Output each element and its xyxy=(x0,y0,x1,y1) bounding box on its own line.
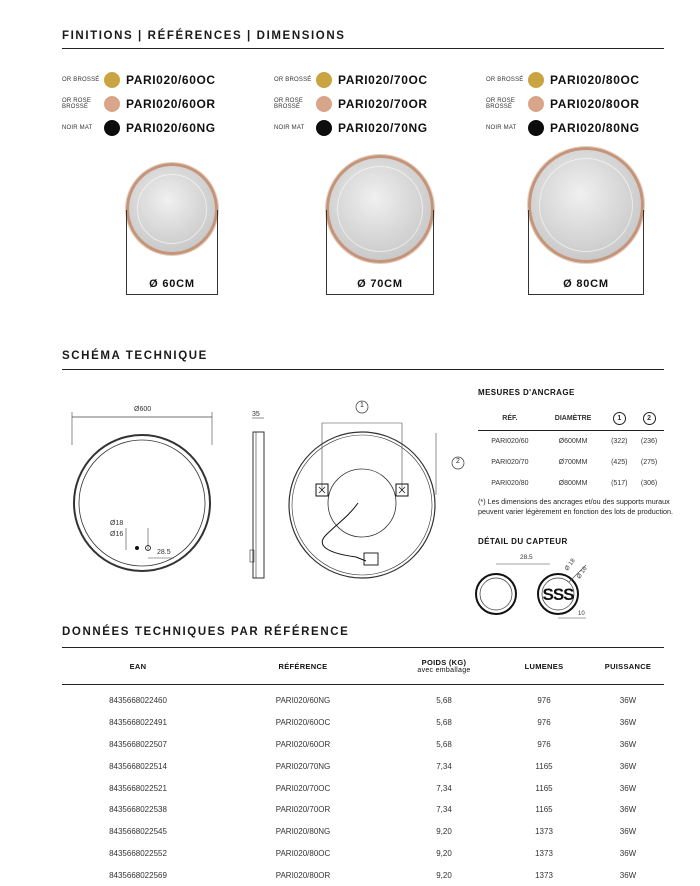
capteur-d16-label: Ø 16 xyxy=(576,565,589,581)
table-cell: 8435668022552 xyxy=(109,848,167,858)
table-cell: (322) xyxy=(611,438,628,445)
svg-text:SSS: SSS xyxy=(542,585,574,604)
table-cell: (306) xyxy=(640,480,658,487)
rose-gold-swatch xyxy=(528,96,544,112)
finish-reference: PARI020/70NG xyxy=(338,121,428,135)
column-header-2: 2 xyxy=(634,406,664,431)
anchorage-table xyxy=(478,406,664,494)
table-cell: 36W xyxy=(619,718,637,728)
anchorage-note: (*) Les dimensions des ancrages et/ou des supports muraux peuvent varier légèrement en fonction des lots de production. xyxy=(478,497,673,516)
table-cell: PARI020/60OC xyxy=(275,718,331,728)
column-header-poids: POIDS (KG) avec emballage xyxy=(392,648,496,685)
d16-label: Ø16 xyxy=(110,531,124,538)
finish-label: OR BROSSÉ xyxy=(274,76,312,83)
table-cell: 7,34 xyxy=(436,805,452,815)
table-cell: (236) xyxy=(640,438,658,445)
table-cell: 1165 xyxy=(535,805,553,815)
table-row xyxy=(62,777,664,799)
table-cell: Ø800MM xyxy=(558,480,588,487)
rose-gold-swatch xyxy=(104,96,120,112)
table-cell: 7,34 xyxy=(436,761,452,771)
rose-gold-swatch xyxy=(316,96,332,112)
table-cell: PARI020/70OR xyxy=(275,805,331,815)
d18-label: Ø18 xyxy=(110,520,124,527)
table-cell: Ø700MM xyxy=(558,459,588,466)
table-cell: PARI020/70OC xyxy=(275,783,331,793)
table-cell: 9,20 xyxy=(436,827,452,837)
section-rule xyxy=(62,48,664,49)
table-cell: 976 xyxy=(537,739,551,749)
finish-label: OR BROSSÉ xyxy=(62,76,100,83)
table-cell: 1373 xyxy=(535,827,553,837)
table-cell: 36W xyxy=(619,739,637,749)
finish-reference: PARI020/70OC xyxy=(338,73,428,87)
table-row xyxy=(478,473,664,494)
column-header-reference: RÉFÉRENCE xyxy=(214,648,392,685)
table-row xyxy=(62,843,664,865)
table-cell: 36W xyxy=(619,848,637,858)
table-row xyxy=(478,452,664,473)
finish-reference: PARI020/80NG xyxy=(550,121,640,135)
d285-label: 28.5 xyxy=(157,549,171,556)
finish-row xyxy=(486,116,686,140)
finish-reference: PARI020/80OR xyxy=(550,97,640,111)
table-header-row xyxy=(478,406,664,431)
capteur-d18-label: Ø 18 xyxy=(564,557,577,573)
table-cell: 1165 xyxy=(535,761,553,771)
table-cell: 36W xyxy=(619,827,637,837)
table-cell: 36W xyxy=(619,783,637,793)
finish-label: OR ROSE BROSSÉ xyxy=(274,97,304,110)
table-row xyxy=(62,799,664,821)
capteur-d10-label: 10 xyxy=(578,611,585,617)
finish-row xyxy=(62,116,262,140)
finish-row xyxy=(486,92,686,116)
table-row xyxy=(62,734,664,756)
section-rule xyxy=(62,369,664,370)
finish-reference: PARI020/60OR xyxy=(126,97,216,111)
finish-row xyxy=(486,68,686,92)
table-cell: 5,68 xyxy=(436,718,452,728)
front-diameter-label: Ø600 xyxy=(134,406,152,413)
finish-label: NOIR MAT xyxy=(486,124,517,131)
table-cell: 8435668022521 xyxy=(109,783,167,793)
table-cell: 8435668022538 xyxy=(109,805,167,815)
table-cell: PARI020/60NG xyxy=(275,696,331,706)
marker-1-label: 1 xyxy=(360,402,364,409)
table-row xyxy=(62,755,664,777)
table-cell: 8435668022460 xyxy=(109,696,167,706)
table-cell: 8435668022545 xyxy=(109,827,167,837)
table-cell: 5,68 xyxy=(436,739,452,749)
black-swatch xyxy=(104,120,120,136)
diameter-label: Ø 60CM xyxy=(149,278,195,290)
table-cell: 1373 xyxy=(535,848,553,858)
section-title-donnees: DONNÉES TECHNIQUES PAR RÉFÉRENCE xyxy=(62,626,350,638)
finish-row xyxy=(274,116,474,140)
table-row xyxy=(478,431,664,453)
finish-reference: PARI020/60OC xyxy=(126,73,216,87)
finish-label: OR BROSSÉ xyxy=(486,76,524,83)
table-cell: (425) xyxy=(611,459,628,466)
front-view-drawing xyxy=(62,400,222,590)
finish-column-70 xyxy=(274,68,474,140)
finish-label: NOIR MAT xyxy=(62,124,93,131)
finish-column-60 xyxy=(62,68,262,140)
diameter-label: Ø 80CM xyxy=(563,278,609,290)
table-cell: PARI020/80OC xyxy=(275,848,331,858)
table-cell: 8435668022491 xyxy=(109,718,167,728)
table-cell: PARI020/60 xyxy=(491,438,529,445)
black-swatch xyxy=(528,120,544,136)
finish-row xyxy=(274,92,474,116)
column-header-ref: RÉF. xyxy=(478,406,542,431)
table-cell: 36W xyxy=(619,761,637,771)
gold-swatch xyxy=(528,72,544,88)
section-title-finitions: FINITIONS | RÉFÉRENCES | DIMENSIONS xyxy=(62,30,346,42)
capteur-d285-label: 28.5 xyxy=(520,554,533,561)
table-cell: 976 xyxy=(537,696,551,706)
anchorage-title: MESURES D'ANCRAGE xyxy=(478,388,575,397)
table-cell: PARI020/60OR xyxy=(275,739,331,749)
table-row xyxy=(62,712,664,734)
table-row xyxy=(62,685,664,712)
table-cell: 1165 xyxy=(535,783,553,793)
finish-reference: PARI020/60NG xyxy=(126,121,216,135)
finish-reference: PARI020/80OC xyxy=(550,73,640,87)
column-header-ean: EAN xyxy=(62,648,214,685)
table-cell: (275) xyxy=(640,459,658,466)
column-header-lumenes: LUMENES xyxy=(496,648,592,685)
side-view-drawing xyxy=(244,410,274,580)
column-header-puissance: PUISSANCE xyxy=(592,648,664,685)
table-cell: 7,34 xyxy=(436,783,452,793)
table-cell: 36W xyxy=(619,805,637,815)
finish-row xyxy=(274,68,474,92)
table-cell: 9,20 xyxy=(436,870,452,880)
table-cell: 976 xyxy=(537,718,551,728)
side-depth-label: 35 xyxy=(252,411,260,418)
table-cell: 1373 xyxy=(535,870,553,880)
column-header-1: 1 xyxy=(604,406,634,431)
table-cell: 36W xyxy=(619,870,637,880)
table-cell: Ø600MM xyxy=(558,438,588,445)
marker-2-label: 2 xyxy=(456,458,460,465)
table-cell: 9,20 xyxy=(436,848,452,858)
table-cell: PARI020/70 xyxy=(491,459,529,466)
table-header-row xyxy=(62,648,664,685)
finish-label: OR ROSE BROSSÉ xyxy=(62,97,92,110)
table-cell: 36W xyxy=(619,696,637,706)
back-view-drawing xyxy=(286,395,476,595)
table-cell: 8435668022507 xyxy=(109,739,167,749)
finish-label: NOIR MAT xyxy=(274,124,305,131)
gold-swatch xyxy=(316,72,332,88)
table-row xyxy=(62,864,664,886)
finish-label: OR ROSE BROSSÉ xyxy=(486,97,516,110)
diameter-label: Ø 70CM xyxy=(357,278,403,290)
table-cell: PARI020/80NG xyxy=(275,827,331,837)
finish-row xyxy=(62,68,262,92)
table-cell: PARI020/80 xyxy=(491,480,529,487)
finish-row xyxy=(62,92,262,116)
finish-reference: PARI020/70OR xyxy=(338,97,428,111)
section-title-schema: SCHÉMA TECHNIQUE xyxy=(62,350,208,362)
table-row xyxy=(62,821,664,843)
capteur-title: DÉTAIL DU CAPTEUR xyxy=(478,537,568,546)
column-header-diametre: DIAMÈTRE xyxy=(542,406,605,431)
table-cell: 5,68 xyxy=(436,696,452,706)
finish-column-80 xyxy=(486,68,686,140)
gold-swatch xyxy=(104,72,120,88)
table-cell: PARI020/80OR xyxy=(275,870,331,880)
table-cell: 8435668022514 xyxy=(109,761,167,771)
black-swatch xyxy=(316,120,332,136)
technical-data-table xyxy=(62,647,664,886)
table-cell: 8435668022569 xyxy=(109,870,167,880)
table-cell: PARI020/70NG xyxy=(275,761,331,771)
table-cell: (517) xyxy=(611,480,628,487)
